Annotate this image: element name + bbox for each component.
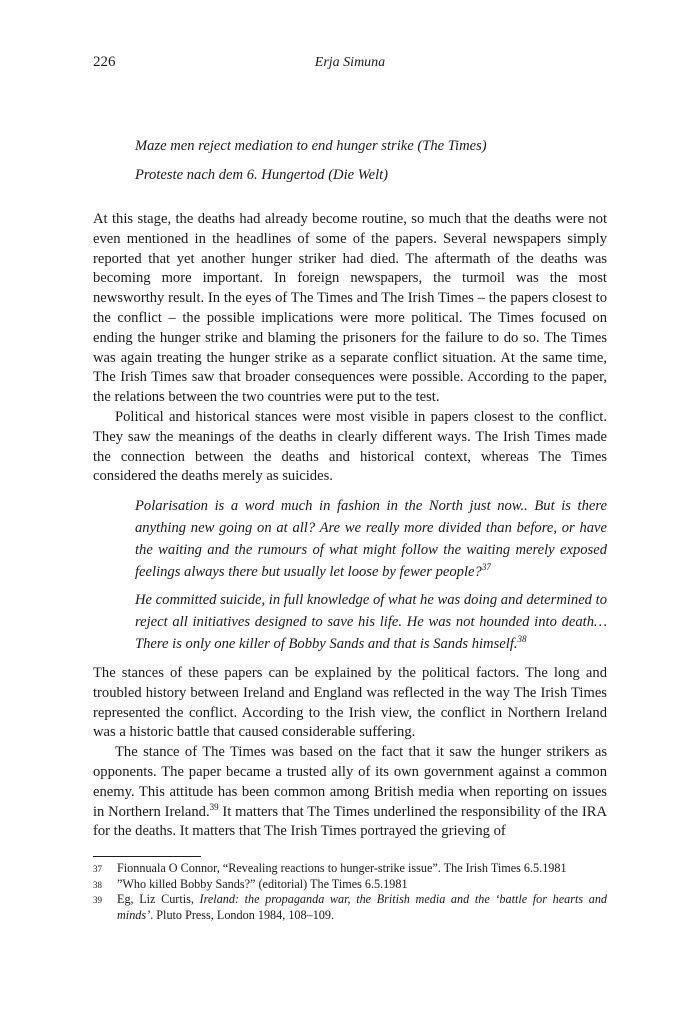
footnotes (93, 861, 607, 923)
quote-text: Polarisation is a word much in fashion in the North just now.. But is there anything new going on at all? Are we really more divided than before, or have the waiting and the rumours of what might follow the waiting merely exposed feelings always there but usually let loose by fewer people? (135, 498, 607, 580)
footnote-text: Eg, Liz Curtis, Ireland: the propaganda war, the British media and the ‘battle for hearts and minds’. Pluto Press, London 1984, 108–109. (117, 892, 608, 922)
cited-title: Ireland: the propaganda war, the British media and the ‘battle for hearts and minds’ (117, 892, 608, 922)
footnote-number: 38 (93, 879, 102, 890)
page-number: 226 (93, 54, 116, 70)
body-section-2 (93, 664, 607, 842)
footnote-39 (93, 892, 607, 923)
page-header (93, 50, 607, 74)
block-quote-37 (135, 495, 607, 583)
footnote-text: Fionnuala O Connor, “Revealing reactions to hunger-strike issue”. The Irish Times 6.5.1981 (117, 861, 567, 875)
footnote-38 (93, 877, 607, 893)
block-quote-38 (135, 589, 607, 655)
body-paragraph: Political and historical stances were most visible in papers closest to the conflict. They saw the meanings of the deaths in clearly different ways. The Irish Times made the connection between the deaths and historical context, whereas The Times considered the deaths merely as suicides. (93, 408, 607, 485)
body-paragraph: The stance of The Times was based on the fact that it saw the hunger strikers as opponents. The paper became a trusted ally of its own government against a common enemy. This attitude has been common among British media when reporting on issues in Northern Ireland.$^{39}$ It matters that The Times underlined the responsibility of the IRA for the deaths. It matters that The Irish Times portrayed the grieving of (93, 744, 607, 840)
footnote-separator (93, 856, 201, 857)
body-section-1 (93, 210, 607, 487)
footnote-37 (93, 861, 607, 877)
footnote-ref: 38 (517, 634, 527, 644)
footnote-text: ”Who killed Bobby Sands?” (editorial) The Times 6.5.1981 (117, 876, 408, 891)
headline-welt: Proteste nach dem 6. Hungertod (Die Welt) (135, 166, 389, 183)
running-head: Erja Simuna (314, 55, 386, 70)
body-paragraph: The stances of these papers can be explained by the political factors. The long and troubled history between Ireland and England was reflected in the way The Irish Times represented the conflict. According to the Irish view, the conflict in Northern Ireland was a historic battle that caused considerable suffering. (93, 665, 607, 741)
quote-text: He committed suicide, in full knowledge of what he was doing and determined to reject all initiatives designed to save his life. He was not hounded into death… There is only one killer of Bobby Sands and that is Sands himself. (135, 592, 607, 652)
footnote-number: 37 (93, 864, 102, 874)
footnote-number: 39 (93, 895, 102, 905)
footnote-ref: 39 (209, 801, 219, 812)
body-paragraph: At this stage, the deaths had already become routine, so much that the deaths were not even mentioned in the headlines of some of the papers. Several newspapers simply reported that yet another hunger striker had died. The aftermath of the deaths was becoming more important. In foreign newspapers, the turmoil was the most newsworthy result. In the eyes of The Times and The Irish Times – the papers closest to the conflict – the possible implications were more political. The Times focused on ending the hunger strike and blaming the prisoners for the failure to do so. The Times was again treating the hunger strike as a separate conflict situation. At the same time, The Irish Times saw that broader consequences were possible. According to the paper, the relations between the two countries were put to the test. (93, 211, 607, 406)
headline-times: Maze men reject mediation to end hunger strike (The Times) (135, 138, 487, 154)
headline-examples (135, 135, 607, 192)
footnote-ref: 37 (481, 562, 491, 572)
